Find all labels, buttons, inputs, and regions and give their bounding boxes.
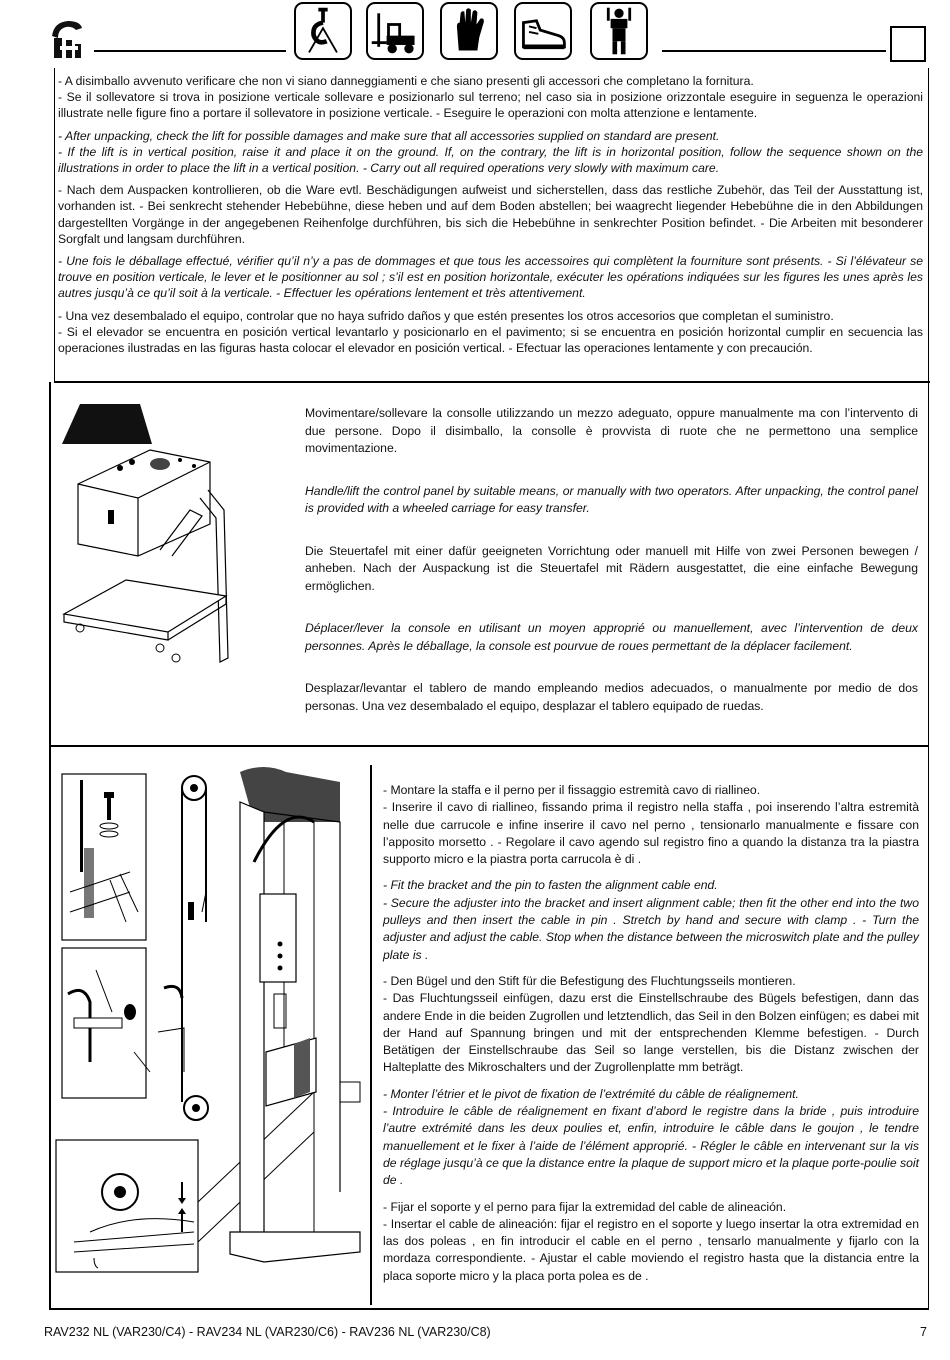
section3-es-1: - Fijar el soporte y el perno para fijar la extremidad del cable de alineación. xyxy=(383,1199,787,1214)
section1-es-1: - Una vez desembalado el equipo, controlar que no haya sufrido daños y que estén presentes los otros accesorios que completan el suministro. xyxy=(58,308,834,323)
section3-es-2: - Insertar el cable de alineación: fijar el registro en el soporte y luego insertar la otra extremidad en las dos poleas , en fin introducir el cable en el perno , tensarlo manualmente y fijarlo con la mordaza correspondiente. - Ajustar el cable moviendo el registro hasta que la distancia entre la placa soporte micro y la placa porta polea es de . xyxy=(383,1216,919,1283)
section2-bottom-rule xyxy=(49,745,929,747)
section2-de: Die Steuertafel mit einer dafür geeigneten Vorrichtung oder manuell mit Hilfe von zwei Personen bewegen / anheben. Nach der Auspackung ist die Steuertafel mit Rädern ausgestattet, die eine einfache Bewegung ermöglichen. xyxy=(305,543,918,593)
lifting-hook-icon xyxy=(294,2,352,60)
section3-fr-2: - Introduire le câble de réalignement en fixant d’abord le registre dans la bride , puis introduire l’autre extrémité dans les deux poulies et, enfin, introduire le câble dans le goujon , le tendre manuellement et le fixer à l’aide de l’élément approprié. - Régler le câble en intervenant sur la vis de réglage jusqu’à ce que la distance entre la plaque de support micro et la plaque porte-poulie soit de . xyxy=(383,1104,919,1188)
section1-es-2: - Si el elevador se encuentra en posición vertical levantarlo y posicionarlo en el pavimento; si se encuentra en posición horizontal cumplir en secuencia las operaciones ilustradas en las figuras hasta colocar el elevador en posición vertical. - Efectuar las operaciones lentamente y con precaución. xyxy=(58,324,923,356)
frame-left xyxy=(54,68,55,382)
section3-divider xyxy=(370,765,372,1305)
section3-bottom-rule xyxy=(49,1308,929,1310)
control-panel-illustration xyxy=(60,400,240,672)
section3-en-2: - Secure the adjuster into the bracket and insert alignment cable; then fit the other end into the two pulleys and then insert the cable in pin . Stretch by hand and secure with clamp . - Turn the adjuster and adjust the cable. Stop when the distance between the microswitch plate and the pulley plate is . xyxy=(383,895,919,962)
glove-icon xyxy=(440,2,498,60)
section1-it-2: - Se il sollevatore si trova in posizione verticale sollevare e posizionarlo sul terreno; nel caso sia in posizione orizzontale eseguire in seguenza le operazioni illustrate nelle figure fino a portare il sollevatore in posizione verticale. - Eseguire le operazioni con molta attenzione e lentamente. xyxy=(58,90,923,121)
footer-models: RAV232 NL (VAR230/C4) - RAV234 NL (VAR230/C6) - RAV236 NL (VAR230/C8) xyxy=(44,1325,491,1339)
section3-fr-1: - Monter l’étrier et le pivot de fixation de l’extrémité du câble de réalignement. xyxy=(383,1086,799,1101)
section3-de-1: - Den Bügel und den Stift für die Befestigung des Fluchtungsseils montieren. xyxy=(383,973,796,988)
frame-right xyxy=(928,68,929,382)
safety-shoe-icon xyxy=(514,2,572,60)
page-number-box xyxy=(890,26,926,62)
section1-en-2: - If the lift is in vertical position, raise it and place it on the ground. If, on the contrary, the lift is in horizontal position, follow the sequence shown on the illustrations in order to place the lift in a vertical position. - Carry out all required operations very slowly with maximum care. xyxy=(58,144,923,176)
section1-en-1: - After unpacking, check the lift for possible damages and make sure that all accessories supplied on standard are present. xyxy=(58,128,720,143)
brand-logo xyxy=(46,16,88,62)
alignment-cable-illustration xyxy=(54,762,366,1282)
frame-left-2 xyxy=(49,382,51,1310)
section1-text xyxy=(58,73,923,356)
section1-it-1: - A disimballo avvenuto verificare che non vi siano danneggiamenti e che siano presenti gli accessori che completano la fornitura. xyxy=(58,74,754,88)
section1-bottom-rule xyxy=(54,381,930,383)
header-rule-right xyxy=(662,50,886,52)
footer-page-number: 7 xyxy=(920,1325,927,1339)
section3-it-2: - Inserire il cavo di riallineo, fissando prima il registro nella staffa , poi inserendo l’altra estremità nelle due carrucole e infine inserire il cavo nel perno , tensionarlo manualmente e fissare con l’apposito morsetto . - Regolare il cavo agendo sul registro fino a quando la distanza tra la piastra supporto micro e la piastra porta carrucola è di . xyxy=(383,800,919,867)
person-carrying-icon xyxy=(590,2,648,60)
header-rule-left xyxy=(94,50,286,52)
section3-en-1: - Fit the bracket and the pin to fasten the alignment cable end. xyxy=(383,878,718,893)
section3-de-2: - Das Fluchtungsseil einfügen, dazu erst die Einstellschraube des Bügels befestigen, dann das andere Ende in die beiden Zugrollen und letztendlich, das Seil in den Bolzen einfügen; es dabei mit der Hand auf Spannung bringen und mit der entsprechenden Klemme befestigen. - Durch Betätigen der Einstellschraube das Seil so lange verstellen, bis die Distanz zwischen der Halteplatte des Mikroschalters und der Zugrollenplatte mm beträgt. xyxy=(383,991,919,1075)
section3-it-1: - Montare la staffa e il perno per il fissaggio estremità cavo di riallineo. xyxy=(383,783,761,797)
section2-it: Movimentare/sollevare la consolle utilizzando un mezzo adeguato, oppure manualmente ma con l’intervento di due persone. Dopo il disimballo, la consolle è provvista di ruote che ne permettono una semplice movimentazione. xyxy=(305,406,918,455)
section2-es: Desplazar/levantar el tablero de mando empleando medios adecuados, o manualmente por medio de dos personas. Una vez desembalado el equipo, desplazar el tablero equipado de ruedas. xyxy=(305,681,918,713)
section3-text xyxy=(383,782,919,1285)
section1-de-1: - Nach dem Auspacken kontrollieren, ob die Ware evtl. Beschädigungen aufweist und sicherstellen, dass das restliche Zubehör, das Teil der Ausstattung ist, vorhanden ist. - Bei senkrecht stehender Hebebühne, diese heben und auf dem Boden abstellen; bei waagrecht liegender Hebebühne die in den Abbildungen dargestellten Vorgänge in der angegebenen Reihenfolge durchführen, bis sich die Hebebühne in senkrechter Position befindet. - Die Arbeiten mit besonderer Sorgfalt und langsam durchführen. xyxy=(58,183,923,246)
frame-right-2 xyxy=(928,382,929,1310)
section2-fr: Déplacer/lever la console en utilisant un moyen approprié ou manuellement, avec l’intervention de deux personnes. Après le déballage, la console est pourvue de roues permettant de la déplacer facilement. xyxy=(305,621,918,653)
section1-fr-1: - Une fois le déballage effectué, vérifier qu’il n’y a pas de dommages et que tous les accessoires qui complètent la fourniture sont présents. - Si l’élévateur se trouve en position verticale, le lever et le positionner au sol ; s’il est en position horizontale, exécuter les opérations indiquées sur les figures les unes après les autres jusqu’à ce qu’il soit à la verticale. - Effectuer les opérations lentement et très attentivement. xyxy=(58,254,923,301)
forklift-icon xyxy=(366,2,424,60)
section2-en: Handle/lift the control panel by suitable means, or manually with two operators. After unpacking, the control panel is provided with a wheeled carriage for easy transfer. xyxy=(305,483,918,515)
section2-text xyxy=(305,405,918,715)
